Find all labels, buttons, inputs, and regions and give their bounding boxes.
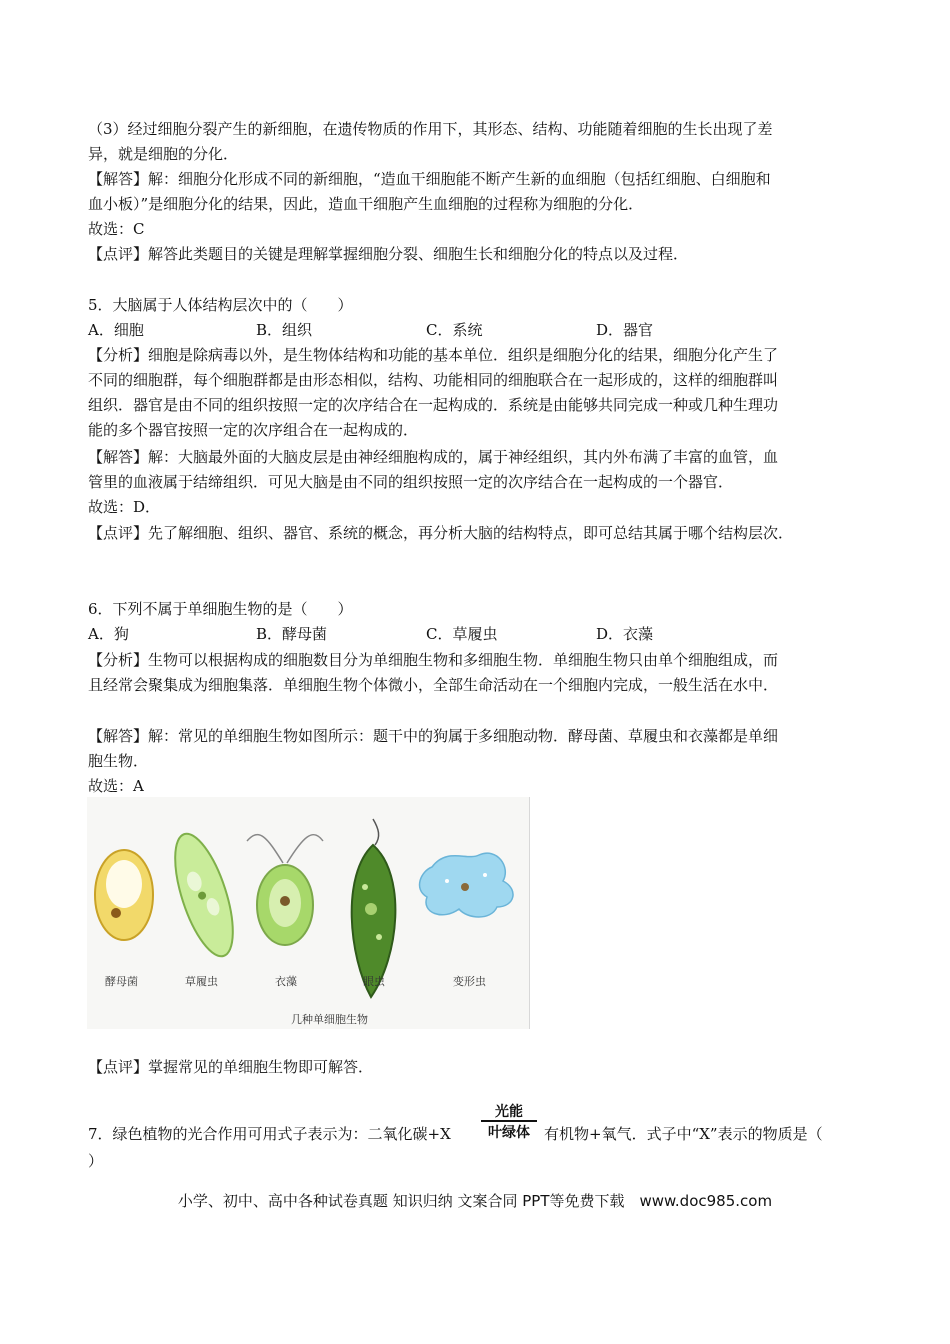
chlamydomonas-illustration <box>247 835 323 945</box>
q5-option-c: C．系统 <box>426 321 483 339</box>
arrow-condition-bottom: 叶绿体 <box>488 1125 530 1141</box>
q5-answer-line: 管里的血液属于结缔组织．可见大脑是由不同的组织按照一定的次序结合在一起构成的一个器官． <box>88 473 734 491</box>
figure-caption: 几种单细胞生物 <box>291 1013 368 1026</box>
q5-analysis-line: 不同的细胞群，每个细胞群都是由形态相似，结构、功能相同的细胞联合在一起形成的，这样的细胞群叫 <box>88 371 779 389</box>
q6-option-d: D．衣藻 <box>596 625 654 643</box>
label-yeast: 酵母菌 <box>105 975 138 988</box>
q5-option-a: A．细胞 <box>88 321 144 339</box>
label-amoeba: 变形虫 <box>453 975 486 988</box>
q5-answer-line: 【解答】解：大脑最外面的大脑皮层是由神经细胞构成的，属于神经组织，其内外布满了丰富的血管，血 <box>88 448 779 466</box>
q6-choice: 故选：A <box>88 777 144 795</box>
q5-comment: 【点评】先了解细胞、组织、器官、系统的概念，再分析大脑的结构特点，即可总结其属于哪个结构层次． <box>88 524 794 542</box>
q7-stem-after: 有机物+氧气．式子中“X”表示的物质是（ <box>544 1125 823 1143</box>
q6-analysis-line: 【分析】生物可以根据构成的细胞数目分为单细胞生物和多细胞生物．单细胞生物只由单个细胞组成，而 <box>88 651 779 669</box>
q4-choice: 故选：C <box>88 220 145 238</box>
q7-stem-before: 7．绿色植物的光合作用可用式子表示为：二氧化碳+X <box>88 1125 451 1143</box>
q4-analysis-line: （3）经过细胞分裂产生的新细胞，在遗传物质的作用下，其形态、结构、功能随着细胞的生长出现了差 <box>88 120 773 138</box>
q6-option-a: A．狗 <box>88 625 129 643</box>
q4-analysis-line: 异，就是细胞的分化． <box>88 145 239 163</box>
q4-answer-line: 血小板）”是细胞分化的结果，因此，造血干细胞产生血细胞的过程称为细胞的分化． <box>88 195 644 213</box>
amoeba-illustration <box>420 853 513 917</box>
euglena-illustration <box>352 819 396 997</box>
paramecium-illustration <box>163 827 244 962</box>
label-paramecium: 草履虫 <box>185 975 218 988</box>
q6-option-c: C．草履虫 <box>426 625 498 643</box>
organisms-illustration <box>87 797 529 1029</box>
single-cell-organisms-figure <box>87 797 530 1029</box>
q6-option-b: B．酵母菌 <box>256 625 328 643</box>
q5-option-b: B．组织 <box>256 321 313 339</box>
q6-answer-line: 胞生物． <box>88 752 149 770</box>
yeast-illustration <box>95 850 153 940</box>
q5-stem: 5．大脑属于人体结构层次中的（ ） <box>88 296 353 314</box>
q5-analysis-line: 能的多个器官按照一定的次序组合在一起构成的． <box>88 421 419 439</box>
page-footer: 小学、初中、高中各种试卷真题 知识归纳 文案合同 PPT等免费下载 www.doc985.com <box>177 1192 773 1210</box>
label-euglena: 眼虫 <box>363 975 385 988</box>
q7-stem-end: ） <box>88 1152 104 1170</box>
q6-answer-line: 【解答】解：常见的单细胞生物如图所示：题干中的狗属于多细胞动物．酵母菌、草履虫和衣藻都是单细 <box>88 727 779 745</box>
q4-answer-line: 【解答】解：细胞分化形成不同的新细胞，“造血干细胞能不断产生新的血细胞（包括红细胞、白细胞和 <box>88 170 771 188</box>
q6-analysis-line: 且经常会聚集成为细胞集落．单细胞生物个体微小，全部生命活动在一个细胞内完成，一般生活在水中． <box>88 676 779 694</box>
q5-analysis-line: 组织．器官是由不同的组织按照一定的次序结合在一起构成的．系统是由能够共同完成一种或几种生理功 <box>88 396 779 414</box>
q5-choice: 故选：D． <box>88 498 161 516</box>
q6-comment: 【点评】掌握常见的单细胞生物即可解答． <box>88 1058 374 1076</box>
q6-stem: 6．下列不属于单细胞生物的是（ ） <box>88 600 353 618</box>
reaction-arrow <box>477 1101 541 1141</box>
q5-analysis-line: 【分析】细胞是除病毒以外，是生物体结构和功能的基本单位．组织是细胞分化的结果，细胞分化产生了 <box>88 346 779 364</box>
label-chlamydomonas: 衣藻 <box>275 975 297 988</box>
arrow-condition-top: 光能 <box>495 1104 523 1120</box>
q5-option-d: D．器官 <box>596 321 654 339</box>
q4-comment: 【点评】解答此类题目的关键是理解掌握细胞分裂、细胞生长和细胞分化的特点以及过程． <box>88 245 689 263</box>
